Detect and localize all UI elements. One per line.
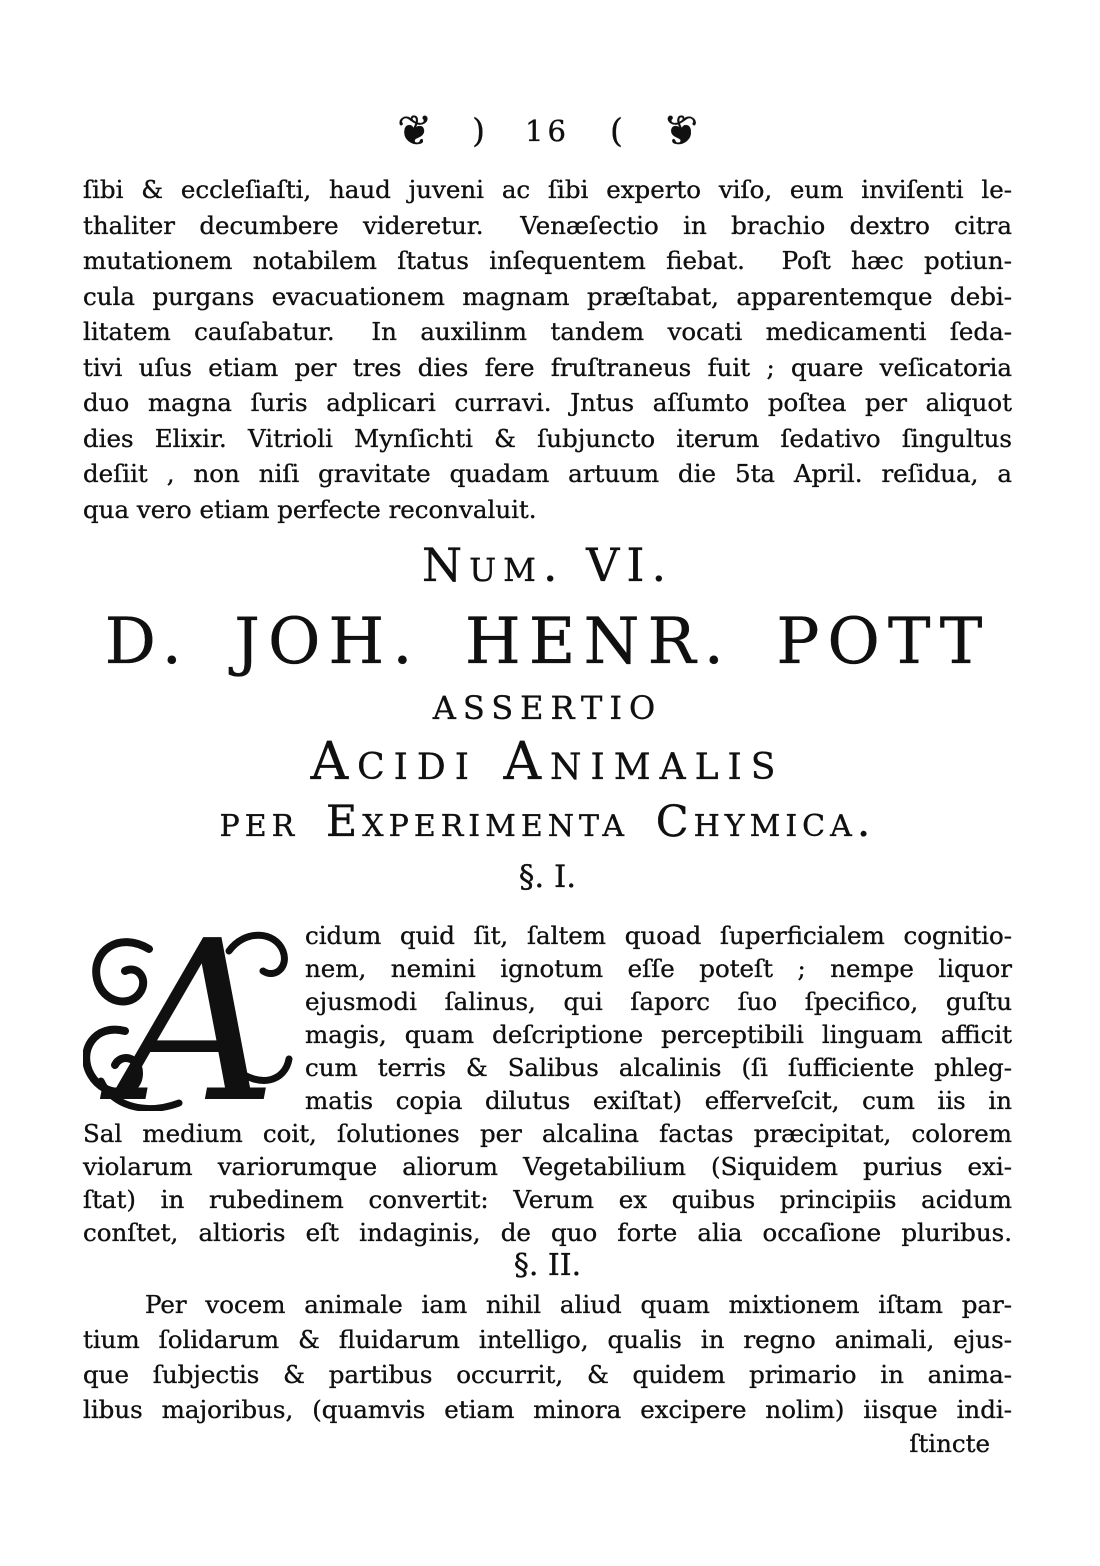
intro-paragraph [83, 172, 1012, 527]
text-line: duo magna ſuris adplicari curravi. Jntus aſſumto poſtea per aliquot [83, 388, 1012, 417]
fleuron-ornament-right-icon: ❦ [662, 106, 699, 155]
text-line: conſtet, altioris eſt indaginis, de quo forte alia occaſione pluribus. [83, 1218, 1012, 1247]
text-line: deſiit , non niſi gravitate quadam artuum die 5ta April. reſidua, a [83, 459, 1012, 488]
page-number-bracket-left: ) [472, 111, 486, 150]
text-line: nem, nemini ignotum eſſe poteſt ; nempe liquor [305, 954, 1012, 983]
text-line: ſtat) in rubedinem convertit: Verum ex quibus principiis acidum [83, 1185, 1012, 1214]
text-line: ſibi & eccleſiaſti, haud juveni ac ſibi experto viſo, eum inviſenti le- [83, 175, 1012, 204]
text-line: libus majoribus, (quamvis etiam minora excipere nolim) iisque indi- [83, 1395, 1012, 1424]
text-line: tivi uſus etiam per tres dies fere fruſtraneus fuit ; quare veſicatoria [83, 352, 1012, 382]
text-line: thaliter decumbere videretur. Venæſectio in brachio dextro citra [83, 210, 1012, 240]
fleuron-ornament-left-icon: ❦ [396, 106, 433, 155]
text-line: mutationem notabilem ſtatus inſequentem fiebat. Poſt hæc potiun- [83, 246, 1012, 275]
text-line: Sal medium coit, ſolutiones per alcalina factas præcipitat, colorem [83, 1119, 1012, 1148]
dropcap-letter: A [116, 919, 278, 1111]
page-number-bracket-right: ( [609, 111, 623, 150]
subtitle-assertio: ASSERTIO [432, 689, 663, 727]
text-line: matis copia dilutus exiſtat) efferveſcit, cum iis in [305, 1086, 1012, 1115]
dropcap-initial-A [83, 919, 293, 1111]
text-line: litatem cauſabatur. In auxilinm tandem vocati medicamenti ſeda- [83, 317, 1012, 346]
text-line: cum terris & Salibus alcalinis (ſi ſufficiente phleg- [305, 1053, 1012, 1082]
subtitle-work-title: Acidi Animalis [310, 732, 785, 792]
section-2-paragraph [83, 1287, 1012, 1427]
text-line: dies Elixir. Vitrioli Mynſichti & ſubjuncto iterum ſedativo ſingultus [83, 423, 1012, 453]
page-number: 16 [525, 114, 570, 148]
section-1-paragraph [83, 919, 1012, 1249]
text-line: magis, quam deſcriptione perceptibili linguam afficit [305, 1020, 1012, 1049]
section-1-heading: §. I. [518, 859, 577, 895]
subtitle-work-subtitle: per Experimenta Chymica. [219, 797, 876, 847]
section-number-heading: Num. VI. [421, 538, 674, 592]
text-line: que ſubjectis & partibus occurrit, & quidem primario in anima- [83, 1360, 1012, 1389]
text-line: Per vocem animale iam nihil aliud quam mixtionem iſtam par- [145, 1290, 1012, 1319]
section-2-heading: §. II. [513, 1248, 582, 1283]
text-line: tium ſolidarum & fluidarum intelligo, qualis in regno animali, ejus- [83, 1325, 1012, 1354]
text-line: cula purgans evacuationem magnam præſtabat, apparentemque debi- [83, 281, 1012, 311]
page-header [83, 106, 1012, 156]
text-line: qua vero etiam perfecte reconvaluit. [83, 494, 537, 524]
text-line: cidum quid ſit, ſaltem quoad ſuperficialem cognitio- [305, 921, 1012, 950]
text-line: ejusmodi ſalinus, qui ſaporc ſuo ſpecifico, guſtu [305, 987, 1012, 1016]
catchword: ſtincte [909, 1429, 990, 1458]
author-title: D. JOH. HENR. POTT [104, 605, 991, 679]
text-line: violarum variorumque aliorum Vegetabilium (Siquidem purius exi- [83, 1152, 1012, 1181]
